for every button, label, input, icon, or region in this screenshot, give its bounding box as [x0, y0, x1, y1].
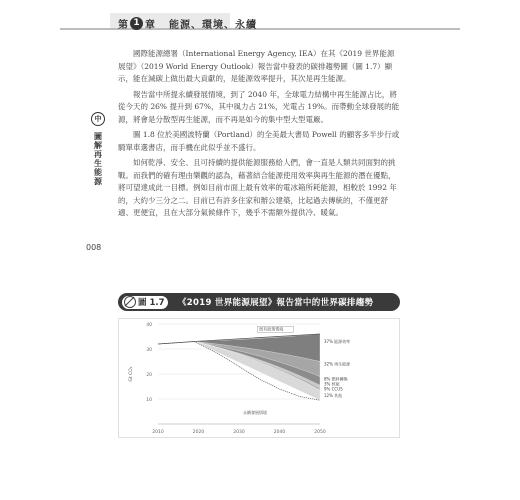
series-label-0: 37% 能源效率: [324, 339, 351, 344]
series-label-3: 3% 核能: [324, 381, 340, 387]
y-axis-label: Gt CO₂: [129, 366, 134, 382]
x-tick-label: 2010: [152, 430, 164, 435]
series-label-1: 32% 再生能源: [324, 361, 351, 367]
emissions-chart: [118, 318, 400, 438]
book-logo-icon: 中: [91, 112, 105, 126]
page-number: 008: [86, 243, 102, 252]
chart-svg: [118, 318, 400, 438]
chapter-suffix: 章: [145, 19, 155, 31]
y-tick-label: 40: [146, 323, 152, 328]
sidebar: [88, 112, 108, 186]
chapter-number: 1: [130, 17, 143, 30]
y-tick-label: 20: [146, 373, 152, 378]
figure-title: 《2019 世界能源展望》報告當中的世界碳排趨勢: [178, 298, 374, 308]
y-tick-label: 30: [146, 348, 152, 353]
paragraph-4: 如何乾淨、安全、且可持續的提供能源服務給人們，會一直是人類共同面對的挑戰。而我們的確有理由樂觀的認為，藉著結合能源使用效率與再生能源的潛在優點，將可望達成此一目標。例如目前市面上最有效率的電冰箱所耗能源，相較於 1992 年的，大約少三分之二。目前已有許多住家和辦公建築，比起過去傳統的，不僅更舒適、更便宜，且在大部分氣候條件下，幾乎不需額外提供冷、暖氣。: [118, 158, 397, 217]
x-tick-label: 2020: [192, 430, 205, 435]
chapter-prefix: 第: [118, 19, 128, 31]
y-tick-label: 10: [146, 398, 152, 403]
paragraph-3: 圖 1.8 位於美國波特蘭（Portland）的全美最大書局 Powell 的顧客多半步行或騎單車選書店，而手機在此似乎並不盛行。: [118, 130, 400, 152]
chapter-marker: [118, 16, 155, 31]
paragraph-2: 報告當中所提永續發展情境，到了 2040 年，全球電力結構中再生能源占比，將從今天的 26% 提升到 67%，其中風力占 21%，光電占 19%。而帶動全球發展的能源，將會是分散型再生能源，而不再是如今的集中型大型電廠。: [118, 89, 400, 124]
slash-circle-icon: [124, 296, 136, 308]
body-text: [118, 48, 400, 223]
series-label-4: 9% CCUS: [324, 386, 343, 392]
x-tick-label: 2030: [233, 430, 245, 435]
series-label-5: 12% 其他: [324, 392, 343, 398]
chapter-title: 能源、環境、永續: [169, 19, 257, 31]
paragraph-1: 國際能源總署（International Energy Agency, IEA）在其《2019 世界能源展望》（2019 World Energy Outlook）報告當中發表的碳排趨勢圖（圖 1.7）顯示，能在減碳上做出最大貢獻的，是能源效率提升，其次是再生能源。: [118, 49, 395, 83]
top-scenario-label: 既有政策情境: [259, 326, 284, 332]
figure-caption-bar: [118, 293, 400, 311]
x-tick-label: 2040: [273, 430, 286, 435]
chart-frame: [119, 319, 400, 438]
x-tick-label: 2050: [314, 430, 326, 435]
sidebar-book-title: 圖解再生能源: [93, 132, 103, 186]
figure-label: 圖 1.7: [138, 298, 165, 308]
bottom-scenario-label: 永續發展情境: [243, 410, 268, 415]
series-label-2: 8% 燃料轉換: [324, 376, 348, 382]
figure-label-box: [122, 296, 168, 309]
page-header: [108, 14, 257, 32]
